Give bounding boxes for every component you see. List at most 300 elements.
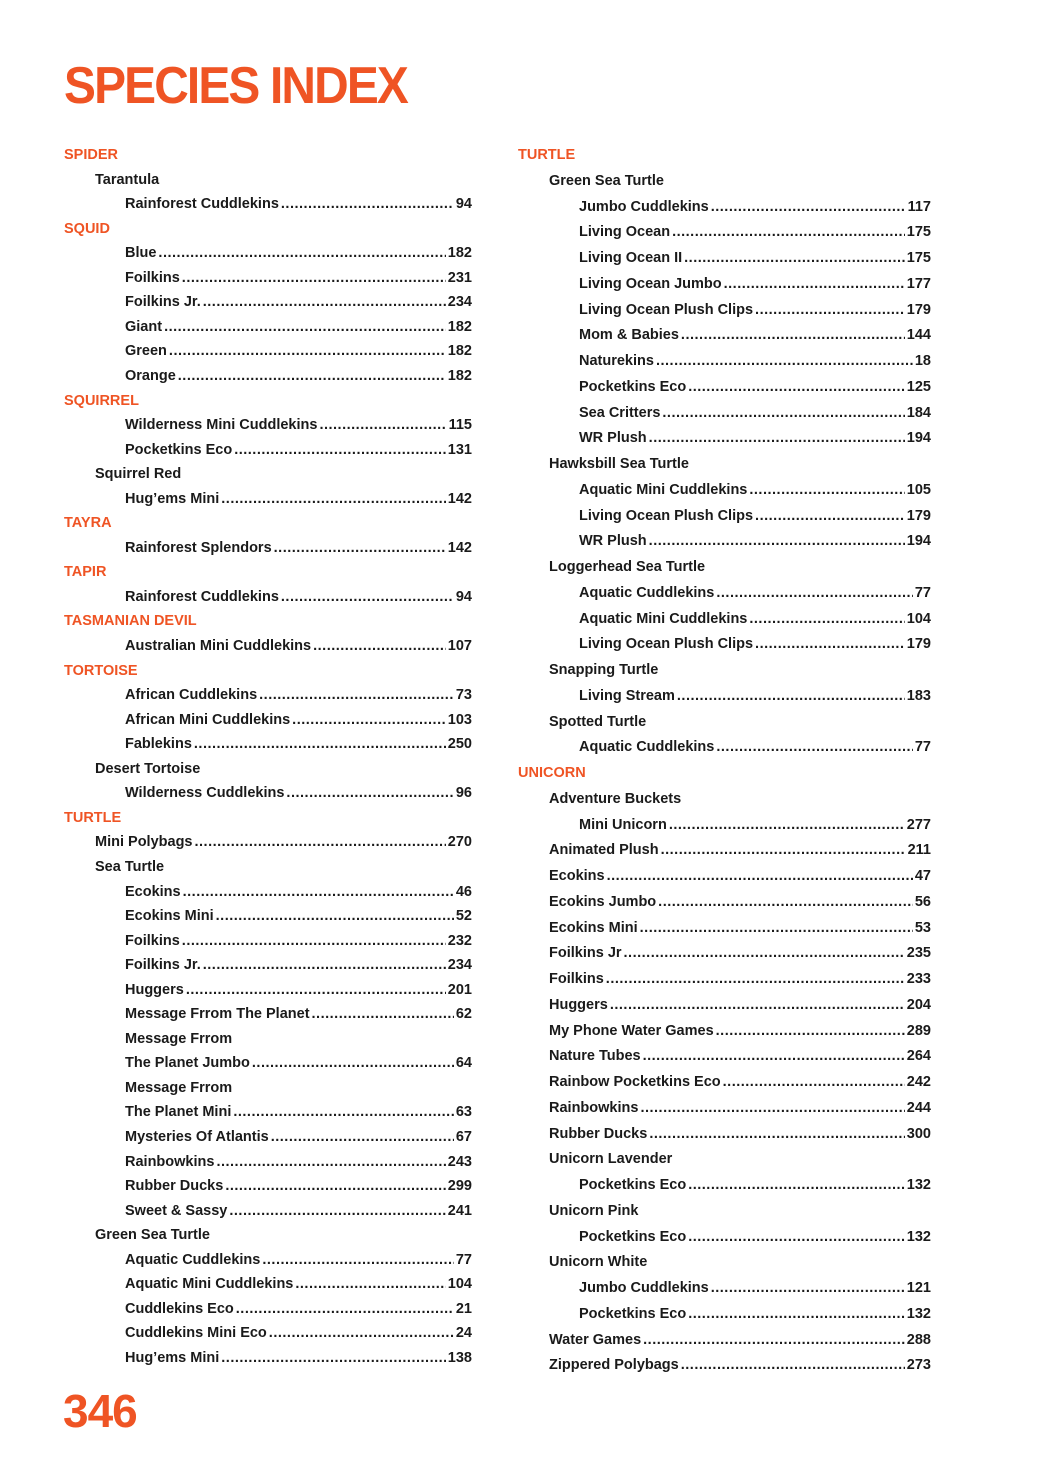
dot-leader	[169, 342, 446, 360]
dot-leader	[225, 1177, 445, 1195]
entry-label: Naturekins	[579, 353, 654, 369]
entry-label: Hug’ems Mini	[125, 490, 220, 507]
entry-label: Blue	[125, 245, 157, 262]
entry-label: TASMANIAN DEVIL	[64, 613, 197, 630]
entry-label: Rubber Ducks	[125, 1178, 224, 1195]
dot-leader	[688, 1305, 905, 1323]
entry-page-number: 94	[455, 196, 472, 213]
entry-label: Green Sea Turtle	[95, 1227, 210, 1244]
entry-page-number: 182	[447, 343, 472, 360]
index-subentry	[549, 1202, 638, 1220]
entry-page-number: 231	[447, 269, 472, 286]
dot-leader	[203, 293, 446, 311]
entry-label: Rainbowkins	[125, 1153, 215, 1170]
entry-label: Sea Critters	[579, 404, 661, 421]
entry-page-number: 132	[906, 1305, 931, 1322]
index-entry	[125, 1324, 472, 1342]
entry-label: Aquatic Mini Cuddlekins	[579, 610, 748, 627]
index-subentry	[549, 1073, 931, 1091]
entry-page-number: 52	[455, 908, 472, 925]
entry-label: Aquatic Mini Cuddlekins	[579, 481, 748, 498]
index-subentry	[549, 790, 681, 808]
dot-leader	[221, 490, 446, 508]
entry-page-number: 235	[906, 945, 931, 962]
entry-label: Desert Tortoise	[95, 760, 201, 777]
index-entry	[125, 637, 472, 655]
dot-leader	[643, 1047, 905, 1065]
index-category	[64, 809, 121, 827]
entry-label: Foilkins	[125, 932, 180, 949]
entry-page-number: 289	[906, 1022, 931, 1039]
entry-label: Aquatic Mini Cuddlekins	[125, 1276, 294, 1293]
entry-label: The Planet Mini	[125, 1104, 232, 1121]
entry-label: Ecokins Jumbo	[549, 893, 657, 910]
entry-page-number: 131	[447, 441, 472, 458]
index-entry	[579, 223, 931, 241]
dot-leader	[221, 1349, 446, 1367]
dot-leader	[158, 244, 445, 262]
index-entry	[579, 584, 931, 602]
entry-label: My Phone Water Games	[549, 1022, 714, 1039]
dot-leader	[195, 833, 446, 851]
entry-page-number: 67	[455, 1129, 472, 1145]
entry-page-number: 24	[455, 1325, 472, 1342]
index-entry	[579, 198, 931, 216]
entry-page-number: 142	[447, 490, 472, 507]
entry-label: TORTOISE	[64, 662, 138, 679]
index-subentry	[95, 833, 472, 851]
entry-page-number: 182	[447, 367, 472, 384]
dot-leader	[688, 378, 905, 396]
entry-page-number: 194	[906, 430, 931, 447]
entry-label: Living Ocean II	[579, 250, 683, 266]
entry-label: Cuddlekins Mini Eco	[125, 1325, 267, 1342]
entry-page-number: 53	[914, 919, 931, 936]
index-category	[518, 764, 586, 782]
entry-label: Green Sea Turtle	[549, 172, 664, 189]
index-entry	[579, 404, 931, 422]
entry-page-number: 201	[447, 981, 472, 998]
entry-label: SPIDER	[64, 147, 118, 163]
dot-leader	[194, 735, 446, 753]
index-subentry	[549, 558, 705, 576]
entry-page-number: 117	[907, 198, 931, 215]
index-subentry	[95, 465, 181, 483]
dot-leader	[259, 686, 454, 704]
entry-page-number: 142	[447, 539, 472, 556]
index-entry	[579, 1176, 931, 1194]
index-category	[64, 220, 110, 238]
entry-label: UNICORN	[518, 765, 586, 781]
entry-page-number: 56	[914, 893, 931, 910]
entry-label: Ecokins	[549, 868, 605, 884]
index-subentry	[549, 172, 664, 190]
dot-leader	[610, 996, 905, 1014]
index-entry	[125, 1202, 472, 1220]
entry-label: Cuddlekins Eco	[125, 1300, 234, 1317]
index-subentry	[95, 858, 164, 876]
index-entry	[579, 635, 931, 653]
index-entry	[125, 244, 472, 262]
index-entry	[125, 269, 472, 287]
entry-label: Nature Tubes	[549, 1048, 641, 1065]
index-subentry	[549, 867, 931, 885]
entry-page-number: 121	[906, 1280, 931, 1296]
entry-page-number: 104	[906, 610, 931, 627]
entry-page-number: 299	[447, 1178, 472, 1195]
index-category	[64, 563, 106, 581]
index-entry	[125, 1177, 472, 1195]
entry-page-number: 132	[906, 1228, 931, 1245]
dot-leader	[656, 352, 913, 370]
entry-page-number: 115	[448, 417, 472, 434]
entry-page-number: 244	[906, 1099, 931, 1116]
dot-leader	[286, 784, 453, 802]
entry-label: TURTLE	[518, 147, 576, 163]
entry-label: Wilderness Cuddlekins	[125, 785, 285, 802]
index-entry	[579, 687, 931, 705]
dot-leader	[292, 711, 446, 729]
entry-label: Mom & Babies	[579, 327, 679, 344]
index-category	[64, 662, 138, 680]
entry-label: Foilkins	[549, 971, 604, 987]
entry-label: African Mini Cuddlekins	[125, 711, 291, 728]
index-entry	[579, 326, 931, 344]
entry-label: Aquatic Cuddlekins	[579, 739, 715, 756]
dot-leader	[684, 249, 905, 267]
dot-leader	[681, 326, 905, 344]
index-entry	[125, 932, 472, 950]
entry-page-number: 175	[906, 250, 931, 266]
index-entry	[125, 195, 472, 213]
index-entry	[579, 301, 931, 319]
entry-page-number: 104	[447, 1276, 472, 1293]
index-subentry	[549, 944, 931, 962]
entry-label: Living Ocean Plush Clips	[579, 301, 754, 318]
entry-page-number: 300	[906, 1125, 931, 1142]
entry-label: The Planet Jumbo	[125, 1055, 250, 1072]
entry-label: Unicorn Lavender	[549, 1151, 673, 1168]
index-entry	[125, 342, 472, 360]
dot-leader	[186, 981, 446, 999]
entry-page-number: 77	[914, 584, 931, 601]
index-category	[518, 146, 575, 164]
index-subentry	[549, 713, 646, 731]
entry-label: Pocketkins Eco	[125, 441, 233, 458]
dot-leader	[723, 1073, 905, 1091]
index-entry	[579, 429, 931, 447]
entry-label: Huggers	[549, 996, 608, 1013]
entry-label: Pocketkins Eco	[579, 378, 687, 395]
dot-leader	[661, 841, 906, 859]
entry-label: Sea Turtle	[95, 858, 165, 875]
entry-label: Mini Unicorn	[579, 816, 667, 833]
entry-page-number: 103	[447, 711, 472, 728]
index-subentry	[95, 1226, 210, 1244]
entry-label: Jumbo Cuddlekins	[579, 198, 709, 215]
entry-page-number: 273	[906, 1357, 931, 1374]
entry-label: Rainbowkins	[549, 1099, 639, 1116]
entry-page-number: 18	[914, 353, 931, 369]
dot-leader	[274, 539, 446, 557]
entry-label: Ecokins Mini	[125, 908, 214, 925]
entry-label: Mini Polybags	[95, 834, 193, 851]
entry-label: Fablekins	[125, 736, 192, 753]
index-subentry	[549, 455, 689, 473]
entry-label: WR Plush	[579, 430, 647, 447]
dot-leader	[252, 1054, 454, 1072]
entry-label: Snapping Turtle	[549, 662, 659, 678]
entry-page-number: 47	[914, 868, 931, 884]
index-subentry	[549, 1253, 647, 1271]
index-entry	[125, 735, 472, 753]
index-entry	[125, 1103, 472, 1121]
entry-page-number: 132	[906, 1177, 931, 1193]
entry-page-number: 63	[455, 1104, 472, 1121]
entry-page-number: 250	[447, 736, 472, 753]
index-entry	[579, 738, 931, 756]
dot-leader	[711, 198, 906, 216]
entry-page-number: 194	[906, 533, 931, 550]
entry-page-number: 62	[455, 1006, 472, 1023]
entry-page-number: 107	[447, 638, 472, 654]
dot-leader	[281, 195, 454, 213]
dot-leader	[236, 1300, 454, 1318]
entry-label: Rainforest Splendors	[125, 539, 272, 556]
entry-label: Unicorn Pink	[549, 1202, 639, 1219]
index-entry	[125, 416, 472, 434]
dot-leader	[319, 416, 446, 434]
index-entry	[125, 1251, 472, 1269]
dot-leader	[716, 1022, 905, 1040]
entry-label: Rainforest Cuddlekins	[125, 196, 279, 213]
entry-page-number: 182	[447, 318, 472, 335]
dot-leader	[749, 481, 904, 499]
dot-leader	[662, 404, 904, 422]
dot-leader	[669, 816, 905, 834]
index-entry	[125, 318, 472, 336]
entry-page-number: 138	[447, 1349, 472, 1366]
entry-page-number: 96	[455, 785, 472, 802]
dot-leader	[681, 1356, 905, 1374]
entry-label: Spotted Turtle	[549, 713, 647, 730]
dot-leader	[624, 944, 905, 962]
index-subentry	[549, 1331, 931, 1349]
dot-leader	[677, 687, 905, 705]
entry-label: Loggerhead Sea Turtle	[549, 559, 706, 575]
dot-leader	[649, 1125, 904, 1143]
entry-label: Animated Plush	[549, 842, 659, 859]
index-subentry	[549, 841, 931, 859]
index-subentry	[549, 1150, 672, 1168]
entry-label: Water Games	[549, 1331, 642, 1348]
index-entry	[579, 1305, 931, 1323]
entry-page-number: 94	[455, 588, 472, 605]
entry-label: Pocketkins Eco	[579, 1305, 687, 1322]
entry-label: Living Ocean Jumbo	[579, 275, 722, 292]
entry-page-number: 179	[906, 636, 931, 653]
entry-label: Squirrel Red	[95, 466, 182, 483]
index-entry	[579, 249, 931, 267]
entry-label: WR Plush	[579, 533, 647, 550]
entry-page-number: 77	[914, 739, 931, 756]
index-subentry	[549, 919, 931, 937]
page-title: SPECIES INDEX	[64, 57, 407, 115]
entry-label: Wilderness Mini Cuddlekins	[125, 417, 318, 434]
index-entry	[125, 490, 472, 508]
entry-page-number: 184	[906, 404, 931, 421]
index-entry	[579, 1228, 931, 1246]
index-subentry	[549, 1125, 931, 1143]
index-subentry	[549, 661, 658, 679]
entry-page-number: 233	[906, 971, 931, 987]
index-subentry	[549, 970, 931, 988]
entry-page-number: 21	[455, 1300, 472, 1317]
dot-leader	[178, 367, 446, 385]
entry-page-number: 243	[447, 1153, 472, 1170]
index-entry	[125, 1275, 472, 1293]
entry-label: Foilkins	[125, 269, 180, 286]
dot-leader	[229, 1202, 445, 1220]
dot-leader	[203, 956, 446, 974]
index-subentry	[95, 760, 200, 778]
entry-label: Foilkins Jr.	[125, 294, 201, 311]
entry-page-number: 179	[906, 507, 931, 524]
dot-leader	[688, 1228, 905, 1246]
entry-label: Green	[125, 343, 167, 360]
dot-leader	[164, 318, 446, 336]
index-entry	[125, 367, 472, 385]
entry-label: SQUIRREL	[64, 392, 139, 409]
index-entry	[579, 352, 931, 370]
entry-page-number: 288	[906, 1331, 931, 1348]
index-subentry	[549, 893, 931, 911]
index-entry	[125, 1054, 472, 1072]
entry-label: Rubber Ducks	[549, 1125, 648, 1142]
dot-leader	[672, 223, 905, 241]
entry-page-number: 277	[906, 816, 931, 833]
index-entry	[579, 378, 931, 396]
dot-leader	[281, 588, 454, 606]
entry-label: Living Ocean	[579, 224, 671, 241]
dot-leader	[182, 269, 446, 287]
dot-leader	[755, 507, 905, 525]
dot-leader	[262, 1251, 454, 1269]
index-category	[64, 392, 139, 410]
dot-leader	[234, 441, 446, 459]
index-entry	[125, 686, 472, 704]
entry-page-number: 177	[906, 275, 931, 292]
entry-label: Hug’ems Mini	[125, 1349, 220, 1366]
index-entry	[579, 481, 931, 499]
entry-page-number: 232	[447, 932, 472, 949]
dot-leader	[216, 1153, 445, 1171]
entry-label: Living Ocean Plush Clips	[579, 507, 754, 524]
entry-page-number: 241	[447, 1202, 472, 1219]
dot-leader	[716, 584, 913, 602]
page-number: 346	[63, 1385, 137, 1437]
entry-page-number: 264	[906, 1048, 931, 1065]
entry-label: Rainforest Cuddlekins	[125, 588, 279, 605]
entry-page-number: 175	[906, 224, 931, 241]
entry-label: Australian Mini Cuddlekins	[125, 638, 312, 654]
index-subentry	[549, 1356, 931, 1374]
entry-label: Huggers	[125, 981, 184, 998]
index-entry	[579, 275, 931, 293]
dot-leader	[640, 1099, 904, 1117]
dot-leader	[216, 907, 454, 925]
entry-label: Pocketkins Eco	[579, 1177, 687, 1193]
dot-leader	[295, 1275, 445, 1293]
index-entry	[125, 539, 472, 557]
index-entry	[125, 1349, 472, 1367]
entry-page-number: 105	[906, 481, 931, 498]
entry-label: Aquatic Cuddlekins	[579, 584, 715, 601]
dot-leader	[658, 893, 913, 911]
dot-leader	[606, 970, 905, 988]
index-entry	[125, 1153, 472, 1171]
dot-leader	[183, 883, 454, 901]
index-entry	[125, 956, 472, 974]
dot-leader	[640, 919, 913, 937]
entry-label: TAYRA	[64, 515, 112, 532]
index-entry	[125, 981, 472, 999]
entry-label: Giant	[125, 318, 163, 335]
dot-leader	[755, 301, 905, 319]
dot-leader	[755, 635, 905, 653]
entry-page-number: 270	[447, 834, 472, 851]
entry-label: Adventure Buckets	[549, 790, 682, 807]
index-entry	[125, 588, 472, 606]
entry-page-number: 204	[906, 996, 931, 1013]
index-entry	[579, 507, 931, 525]
dot-leader	[649, 429, 905, 447]
dot-leader	[724, 275, 905, 293]
entry-label: TURTLE	[64, 809, 122, 826]
entry-label: Message Frrom	[125, 1079, 233, 1096]
entry-page-number: 242	[906, 1074, 931, 1090]
entry-label: Living Stream	[579, 687, 675, 704]
dot-leader	[182, 932, 446, 950]
dot-leader	[649, 532, 905, 550]
entry-page-number: 183	[906, 687, 931, 704]
entry-label: Orange	[125, 367, 176, 384]
entry-page-number: 144	[906, 327, 931, 344]
index-entry	[125, 784, 472, 802]
entry-label: Foilkins Jr	[549, 945, 622, 962]
index-entry	[125, 883, 472, 901]
entry-label: SQUID	[64, 220, 110, 237]
index-subentry	[95, 171, 159, 189]
dot-leader	[711, 1279, 905, 1297]
index-subentry	[549, 996, 931, 1014]
entry-label: African Cuddlekins	[125, 687, 258, 704]
entry-label: Mysteries Of Atlantis	[125, 1129, 269, 1145]
index-entry	[125, 1128, 472, 1146]
entry-page-number: 234	[447, 294, 472, 311]
entry-page-number: 234	[447, 957, 472, 974]
dot-leader	[312, 1005, 454, 1023]
dot-leader	[688, 1176, 905, 1194]
entry-label: Message Frrom The Planet	[125, 1006, 310, 1023]
index-entry	[125, 1079, 232, 1097]
entry-page-number: 125	[906, 378, 931, 395]
entry-page-number: 73	[455, 687, 472, 704]
dot-leader	[749, 610, 904, 628]
index-subentry	[549, 1047, 931, 1065]
entry-label: Foilkins Jr.	[125, 957, 201, 974]
index-category	[64, 514, 112, 532]
